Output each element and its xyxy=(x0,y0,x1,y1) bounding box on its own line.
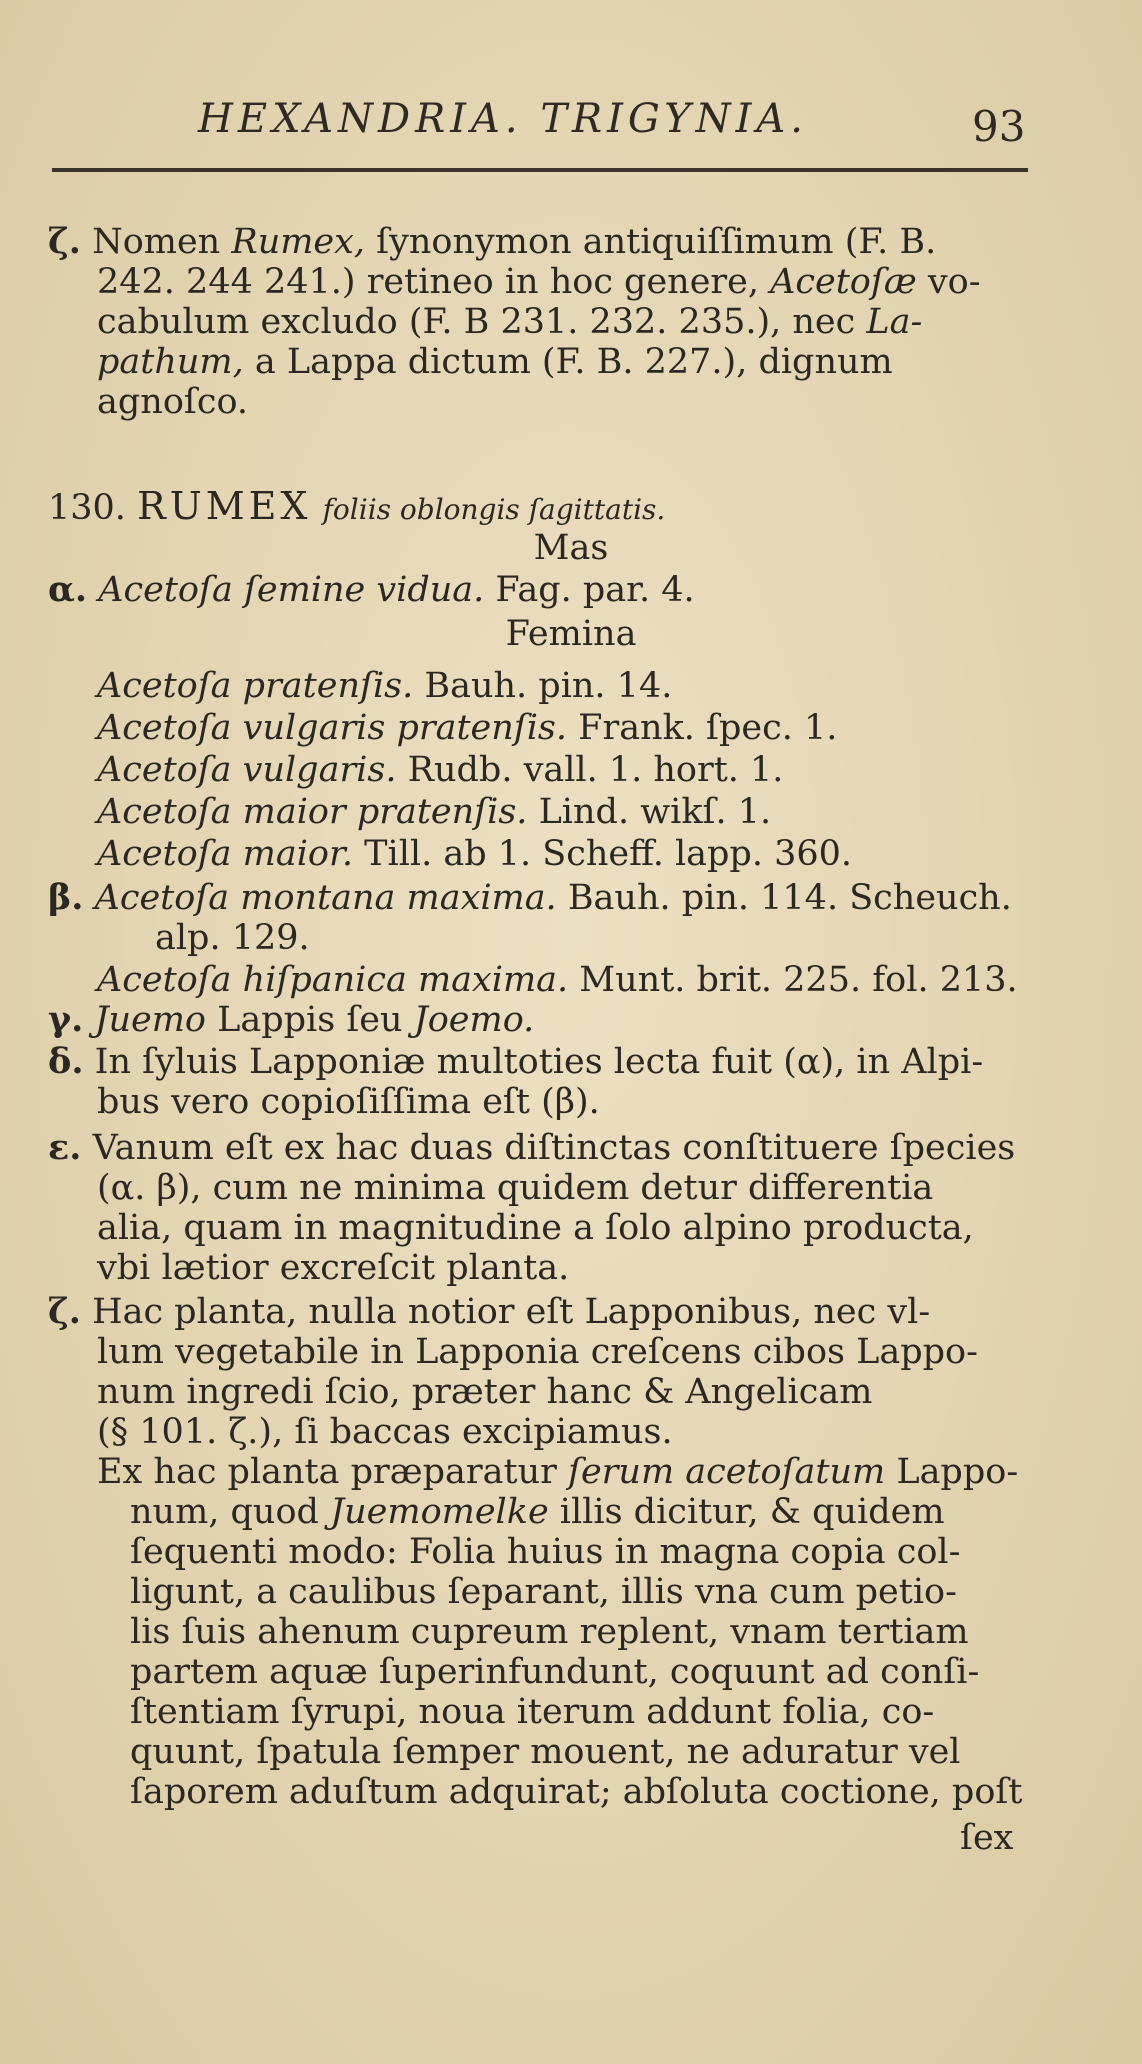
text-line: quunt, ſpatula ſemper mouent, ne aduratur vel xyxy=(130,1732,961,1772)
section-mark-zeta: ζ. xyxy=(48,1291,81,1332)
text-span: Hac planta, nulla notior eſt Lapponibus, nec vl- xyxy=(92,1292,931,1332)
text-italic: La- xyxy=(866,302,923,342)
text-span: cabulum excludo (F. B 231. 232. 235.), nec xyxy=(97,302,856,342)
synonym-line xyxy=(48,570,695,610)
header-rule xyxy=(52,168,1028,172)
synonym-line xyxy=(97,834,852,874)
running-title: HEXANDRIA. TRIGYNIA. xyxy=(198,96,808,142)
synonym-name: Acetoſa pratenſis. xyxy=(97,666,414,706)
synonym-ref-continued: alp. 129. xyxy=(155,918,310,958)
subheading-femina: Femina xyxy=(505,614,637,654)
text-line: ſequenti modo: Folia huius in magna copia col- xyxy=(130,1532,961,1572)
text-span: agnoſco. xyxy=(97,382,249,422)
text-line xyxy=(97,1452,1018,1492)
synonym-ref: Frank. ſpec. 1. xyxy=(578,708,838,748)
text-span: Ex hac planta præparatur xyxy=(97,1452,557,1492)
synonym-line xyxy=(97,960,1018,1000)
text-line xyxy=(48,1128,1015,1168)
synonym-ref: Fag. par. 4. xyxy=(495,570,695,610)
genus-name: RUMEX xyxy=(137,484,312,528)
text-italic: Acetoſæ xyxy=(770,262,917,302)
diagnosis: foliis oblongis ſagittatis. xyxy=(322,493,666,526)
page-number: 93 xyxy=(972,102,1026,151)
text-line: num ingredi ſcio, præter hanc & Angelicam xyxy=(97,1372,873,1412)
text-line: lis ſuis ahenum cupreum replent, vnam tertiam xyxy=(130,1612,969,1652)
text-line xyxy=(97,342,893,382)
synonym-ref: Lind. wikſ. 1. xyxy=(538,792,772,832)
genus-rumex: Rumex, xyxy=(231,222,366,262)
text-span: ſynonymon antiquiſſimum (F. B. xyxy=(376,222,937,262)
text-line: partem aquæ ſuperinfundunt, coquunt ad conſi- xyxy=(130,1652,980,1692)
text-span: Nomen xyxy=(92,222,221,262)
text-line: ſtentiam ſyrupi, noua iterum addunt folia, co- xyxy=(130,1692,935,1732)
entry-heading xyxy=(48,486,665,530)
synonym-ref: Bauh. pin. 114. Scheuch. xyxy=(567,878,1012,918)
subheading-mas: Mas xyxy=(533,528,609,568)
text-span: Lappis ſeu xyxy=(217,1000,403,1040)
text-line: ligunt, a caulibus ſeparant, illis vna cum petio- xyxy=(130,1572,957,1612)
section-mark-delta: δ. xyxy=(48,1041,84,1082)
text-line xyxy=(48,1042,983,1082)
text-line xyxy=(97,302,922,342)
text-span: Vanum eſt ex hac duas diſtinctas conſtituere ſpecies xyxy=(92,1128,1016,1168)
variety-mark-beta: β. xyxy=(48,877,84,918)
text-line xyxy=(97,262,981,302)
text-span: vo- xyxy=(927,262,981,302)
text-line: ſaporem aduſtum adquirat; abſoluta coctione, poſt xyxy=(130,1772,1023,1812)
synonym-name: Acetoſa ſemine vidua. xyxy=(98,570,485,610)
synonym-line xyxy=(48,878,1012,918)
synonym-ref: Rudb. vall. 1. hort. 1. xyxy=(407,750,784,790)
synonym-ref: Till. ab 1. Scheff. lapp. 360. xyxy=(364,834,853,874)
text-line xyxy=(97,382,248,422)
page-header xyxy=(0,96,1142,166)
synonym-name: Acetoſa montana maxima. xyxy=(94,878,557,918)
text-line: lum vegetabile in Lapponia creſcens cibos Lappo- xyxy=(97,1332,978,1372)
synonym-ref: Munt. brit. 225. fol. 213. xyxy=(579,960,1018,1000)
synonym-name: Acetoſa maior pratenſis. xyxy=(97,792,528,832)
text-line xyxy=(48,222,936,262)
text-span: a Lappa dictum (F. B. 227.), dignum xyxy=(254,342,893,382)
section-mark-zeta: ζ. xyxy=(48,221,81,262)
synonym-line xyxy=(97,750,783,790)
text-line: (§ 101. ζ.), ſi baccas excipiamus. xyxy=(97,1412,673,1452)
synonym-name: Acetoſa hiſpanica maxima. xyxy=(97,960,569,1000)
text-line xyxy=(48,1292,930,1332)
text-line xyxy=(130,1492,945,1532)
synonym-ref: Bauh. pin. 14. xyxy=(424,666,673,706)
synonym-name: Acetoſa vulgaris pratenſis. xyxy=(97,708,568,748)
catchword: ſex xyxy=(960,1818,1014,1858)
text-line: (α. β), cum ne minima quidem detur differentia xyxy=(97,1168,934,1208)
synonym-line xyxy=(97,792,771,832)
synonym-line xyxy=(48,1000,534,1040)
text-span: In ſyluis Lapponiæ multoties lecta fuit (α), in Alpi- xyxy=(94,1042,984,1082)
text-line: bus vero copioſiſſima eſt (β). xyxy=(97,1082,600,1122)
vernacular-name: Juemo xyxy=(94,1000,206,1040)
text-span: illis dicitur, & quidem xyxy=(559,1492,945,1532)
variety-mark-alpha: α. xyxy=(48,569,88,610)
text-italic: ſerum acetoſatum xyxy=(568,1452,886,1492)
text-line: alia, quam in magnitudine a ſolo alpino producta, xyxy=(97,1208,974,1248)
text-span: 242. 244 241.) retineo in hoc genere, xyxy=(97,262,759,302)
vernacular-name: Juemomelke xyxy=(330,1492,549,1532)
synonym-line xyxy=(97,666,672,706)
text-italic: pathum, xyxy=(97,342,244,382)
synonym-line xyxy=(97,708,837,748)
synonym-name: Acetoſa vulgaris. xyxy=(97,750,397,790)
synonym-name: Acetoſa maior. xyxy=(97,834,354,874)
section-mark-epsilon: ε. xyxy=(48,1127,82,1168)
text-span: Lappo- xyxy=(896,1452,1019,1492)
text-span: num, quod xyxy=(130,1492,319,1532)
text-line: vbi lætior excreſcit planta. xyxy=(97,1248,570,1288)
entry-number: 130. xyxy=(48,488,126,528)
vernacular-name: Joemo. xyxy=(413,1000,535,1040)
variety-mark-gamma: γ. xyxy=(48,999,84,1040)
